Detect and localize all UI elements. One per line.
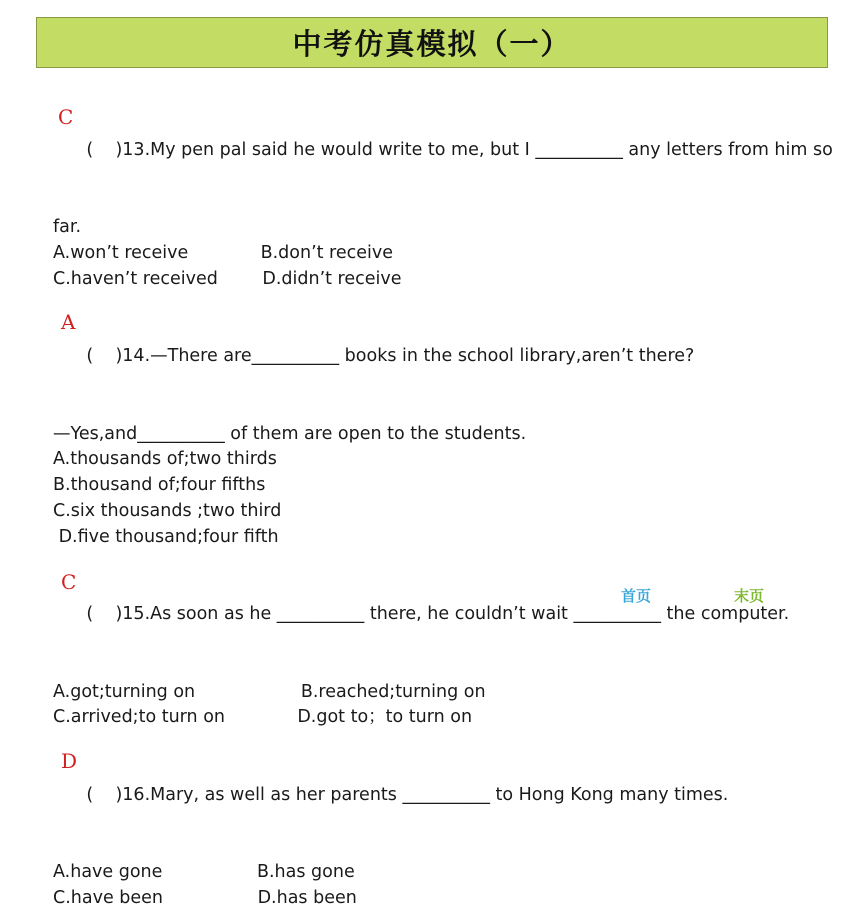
question-15-options-cd: C.arrived;to turn on D.got to；to turn on [53, 707, 473, 728]
question-14-answer: A [61, 310, 76, 335]
question-15 [53, 570, 823, 731]
question-15-stem-text: ( )15.As soon as he __________ there, he couldn’t wait __________ the computer. [86, 604, 790, 625]
question-16 [53, 748, 823, 912]
question-16-answer: D [61, 748, 78, 773]
question-13 [53, 105, 833, 293]
question-13-options-cd: C.haven’t received D.didn’t receive [53, 268, 402, 289]
last-page-link[interactable]: 末页 [734, 587, 765, 605]
question-14-stem-text: ( )14.—There are__________ books in the school library,aren’t there? [86, 346, 695, 367]
question-14 [53, 310, 823, 550]
question-16-stem [53, 748, 823, 860]
first-page-link[interactable]: 首页 [621, 587, 652, 605]
question-13-stem [53, 105, 833, 215]
question-14-stem [53, 310, 823, 421]
title-banner [36, 17, 828, 68]
question-14-stem-cont: —Yes,and__________ of them are open to the students. [53, 423, 527, 444]
question-15-options-ab: A.got;turning on B.reached;turning on [53, 681, 486, 702]
question-14-option-c: C.six thousands ;two third [53, 500, 282, 521]
question-list [53, 105, 833, 912]
question-15-stem [53, 570, 823, 679]
question-16-options-ab: A.have gone B.has gone [53, 862, 355, 883]
question-14-option-a: A.thousands of;two thirds [53, 449, 277, 470]
question-13-stem-text: ( )13.My pen pal said he would write to me, but I __________ any letters from him so [86, 139, 833, 160]
question-13-stem-cont: far. [53, 217, 82, 238]
question-14-option-b: B.thousand of;four fifths [53, 475, 266, 496]
page-title: 中考仿真模拟（一） [292, 27, 572, 61]
question-16-stem-text: ( )16.Mary, as well as her parents __________ to Hong Kong many times. [86, 784, 729, 805]
question-14-option-d: D.five thousand;four fifth [53, 526, 279, 547]
question-13-answer: C [58, 105, 74, 129]
question-13-options-ab: A.won’t receive B.don’t receive [53, 242, 394, 263]
question-15-answer: C [61, 570, 77, 595]
question-16-options-cd: C.have been D.has been [53, 887, 357, 908]
